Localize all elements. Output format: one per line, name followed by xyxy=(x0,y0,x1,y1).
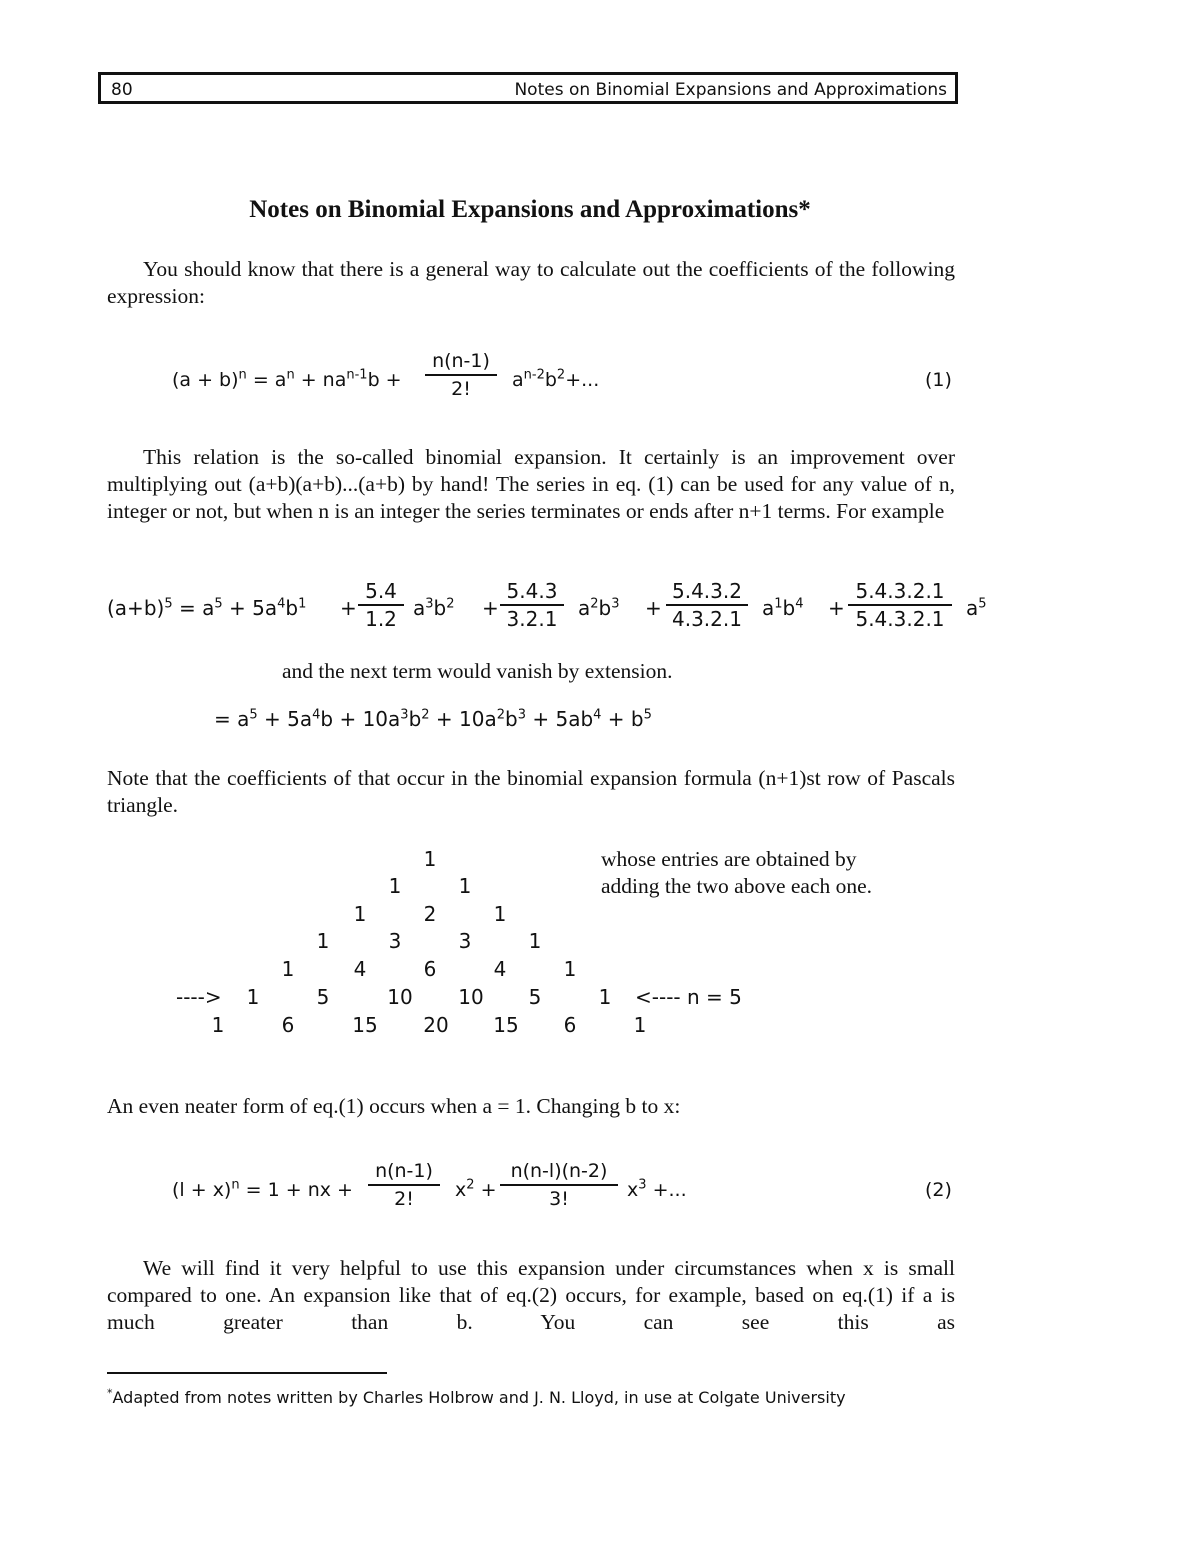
pascal-r5-c2: 10 xyxy=(387,985,413,1009)
pascal-r2-c2: 1 xyxy=(493,902,507,926)
equation-1-tail: $a^{n-2}b^2+$... xyxy=(512,367,600,391)
pascal-r4-c4: 1 xyxy=(563,957,577,981)
equation-2: $(l + x)^n = 1$ + nx + xyxy=(172,1177,353,1201)
fraction-5-1: 5.4 1.2 xyxy=(358,580,404,630)
pascal-r5-c5: 1 xyxy=(598,985,612,1009)
pascal-r6-c6: 1 xyxy=(633,1013,647,1037)
page-number: 80 xyxy=(111,80,133,100)
pascal-r5-c3: 10 xyxy=(458,985,484,1009)
pascal-r2-c0: 1 xyxy=(353,902,367,926)
term-a3b2: $a^3b^2$ xyxy=(413,596,455,620)
footnote: *Adapted from notes written by Charles Holbrow and J. N. Lloyd, in use at Colgate University xyxy=(107,1386,846,1407)
pascal-r5-c0: 1 xyxy=(246,985,260,1009)
pascal-r3-c3: 1 xyxy=(528,929,542,953)
fraction-5-4: 5.4.3.2.1 5.4.3.2.1 xyxy=(848,580,952,630)
pascal-r3-c0: 1 xyxy=(316,929,330,953)
pascal-r6-c0: 1 xyxy=(211,1013,225,1037)
equation-2-fraction-1: n(n-1) 2! xyxy=(368,1160,440,1210)
plus-4: + xyxy=(828,596,845,620)
fraction-5-3: 5.4.3.2 4.3.2.1 xyxy=(666,580,748,630)
page-title: Notes on Binomial Expansions and Approximations* xyxy=(249,196,811,223)
pascal-r6-c5: 6 xyxy=(563,1013,577,1037)
pascal-r1-c1: 1 xyxy=(458,874,472,898)
intro-paragraph: You should know that there is a general way to calculate out the coefficients of the following expression: xyxy=(107,257,955,308)
pascal-caption-1: whose entries are obtained by xyxy=(601,847,857,871)
equation-2-fraction-2: n(n-l)(n-2) 3! xyxy=(500,1160,618,1210)
expansion-5-lhs: $(a+b)^5 = a^5 + 5a^4b^1$ xyxy=(107,596,307,620)
pascal-r5-c4: 5 xyxy=(528,985,542,1009)
pascal-r4-c0: 1 xyxy=(281,957,295,981)
pascal-r6-c3: 20 xyxy=(423,1013,449,1037)
pascal-r5-c1: 5 xyxy=(316,985,330,1009)
fraction-5-2: 5.4.3 3.2.1 xyxy=(500,580,564,630)
neater-form-line: An even neater form of eq.(1) occurs when a = 1. Changing b to x: xyxy=(107,1094,681,1118)
pascal-r4-c1: 4 xyxy=(353,957,367,981)
term-a1b4: $a^1b^4$ xyxy=(762,596,804,620)
pascal-r3-c2: 3 xyxy=(458,929,472,953)
binomial-paragraph: This relation is the so-called binomial expansion. It certainly is an improvement over multiplying out (a+b)(a+b)...(a+b) by hand! The series in eq. (1) can be used for any value of n, integer or not, but when n is an integer the series terminates or ends after n+1 terms. For example xyxy=(107,445,955,523)
pascal-caption-2: adding the two above each one. xyxy=(601,874,873,898)
equation-2-x3: $x^3$ +... xyxy=(627,1177,687,1201)
equation-1-label: (1) xyxy=(925,369,952,391)
expansion-result: = $a^5 + 5a^4b + 10a^3b^2 + 10a^2b^3 + 5ab^4 + b^5$ xyxy=(214,707,652,731)
footnote-rule xyxy=(107,1372,387,1374)
pascal-r6-c1: 6 xyxy=(281,1013,295,1037)
left-arrow: ----> xyxy=(176,985,222,1009)
pascal-r4-c2: 6 xyxy=(423,957,437,981)
plus-3: + xyxy=(645,596,662,620)
small-x-paragraph: We will find it very helpful to use this expansion under circumstances when x is small compared to one. An expansion like that of eq.(2) occurs, for example, based on eq.(1) if a is much greater than b. You can see this as xyxy=(107,1256,955,1334)
pascal-r3-c1: 3 xyxy=(388,929,402,953)
pascal-r2-c1: 2 xyxy=(423,902,437,926)
equation-1-fraction: n(n-1) 2! xyxy=(425,350,497,400)
vanish-line: and the next term would vanish by extension. xyxy=(282,659,673,683)
running-title: Notes on Binomial Expansions and Approximations xyxy=(514,80,947,100)
pascal-r6-c4: 15 xyxy=(493,1013,519,1037)
pascal-r4-c3: 4 xyxy=(493,957,507,981)
pascal-r1-c0: 1 xyxy=(388,874,402,898)
equation-2-label: (2) xyxy=(925,1179,952,1201)
running-header xyxy=(98,72,958,104)
right-arrow: <---- n = 5 xyxy=(635,985,742,1009)
pascal-r6-c2: 15 xyxy=(352,1013,378,1037)
plus-2: + xyxy=(482,596,499,620)
term-a5: $a^5$ xyxy=(966,596,987,620)
pascal-note: Note that the coefficients of that occur in the binomial expansion formula (n+1)st row of Pascals triangle. xyxy=(107,766,955,817)
plus-1: + xyxy=(340,596,357,620)
equation-1: $(a + b)^n = a^n + na^{n-1}b$ + xyxy=(172,367,402,391)
equation-2-x2: $x^2$ + xyxy=(455,1177,497,1201)
pascal-r0-c0: 1 xyxy=(423,847,437,871)
term-a2b3: $a^2b^3$ xyxy=(578,596,620,620)
